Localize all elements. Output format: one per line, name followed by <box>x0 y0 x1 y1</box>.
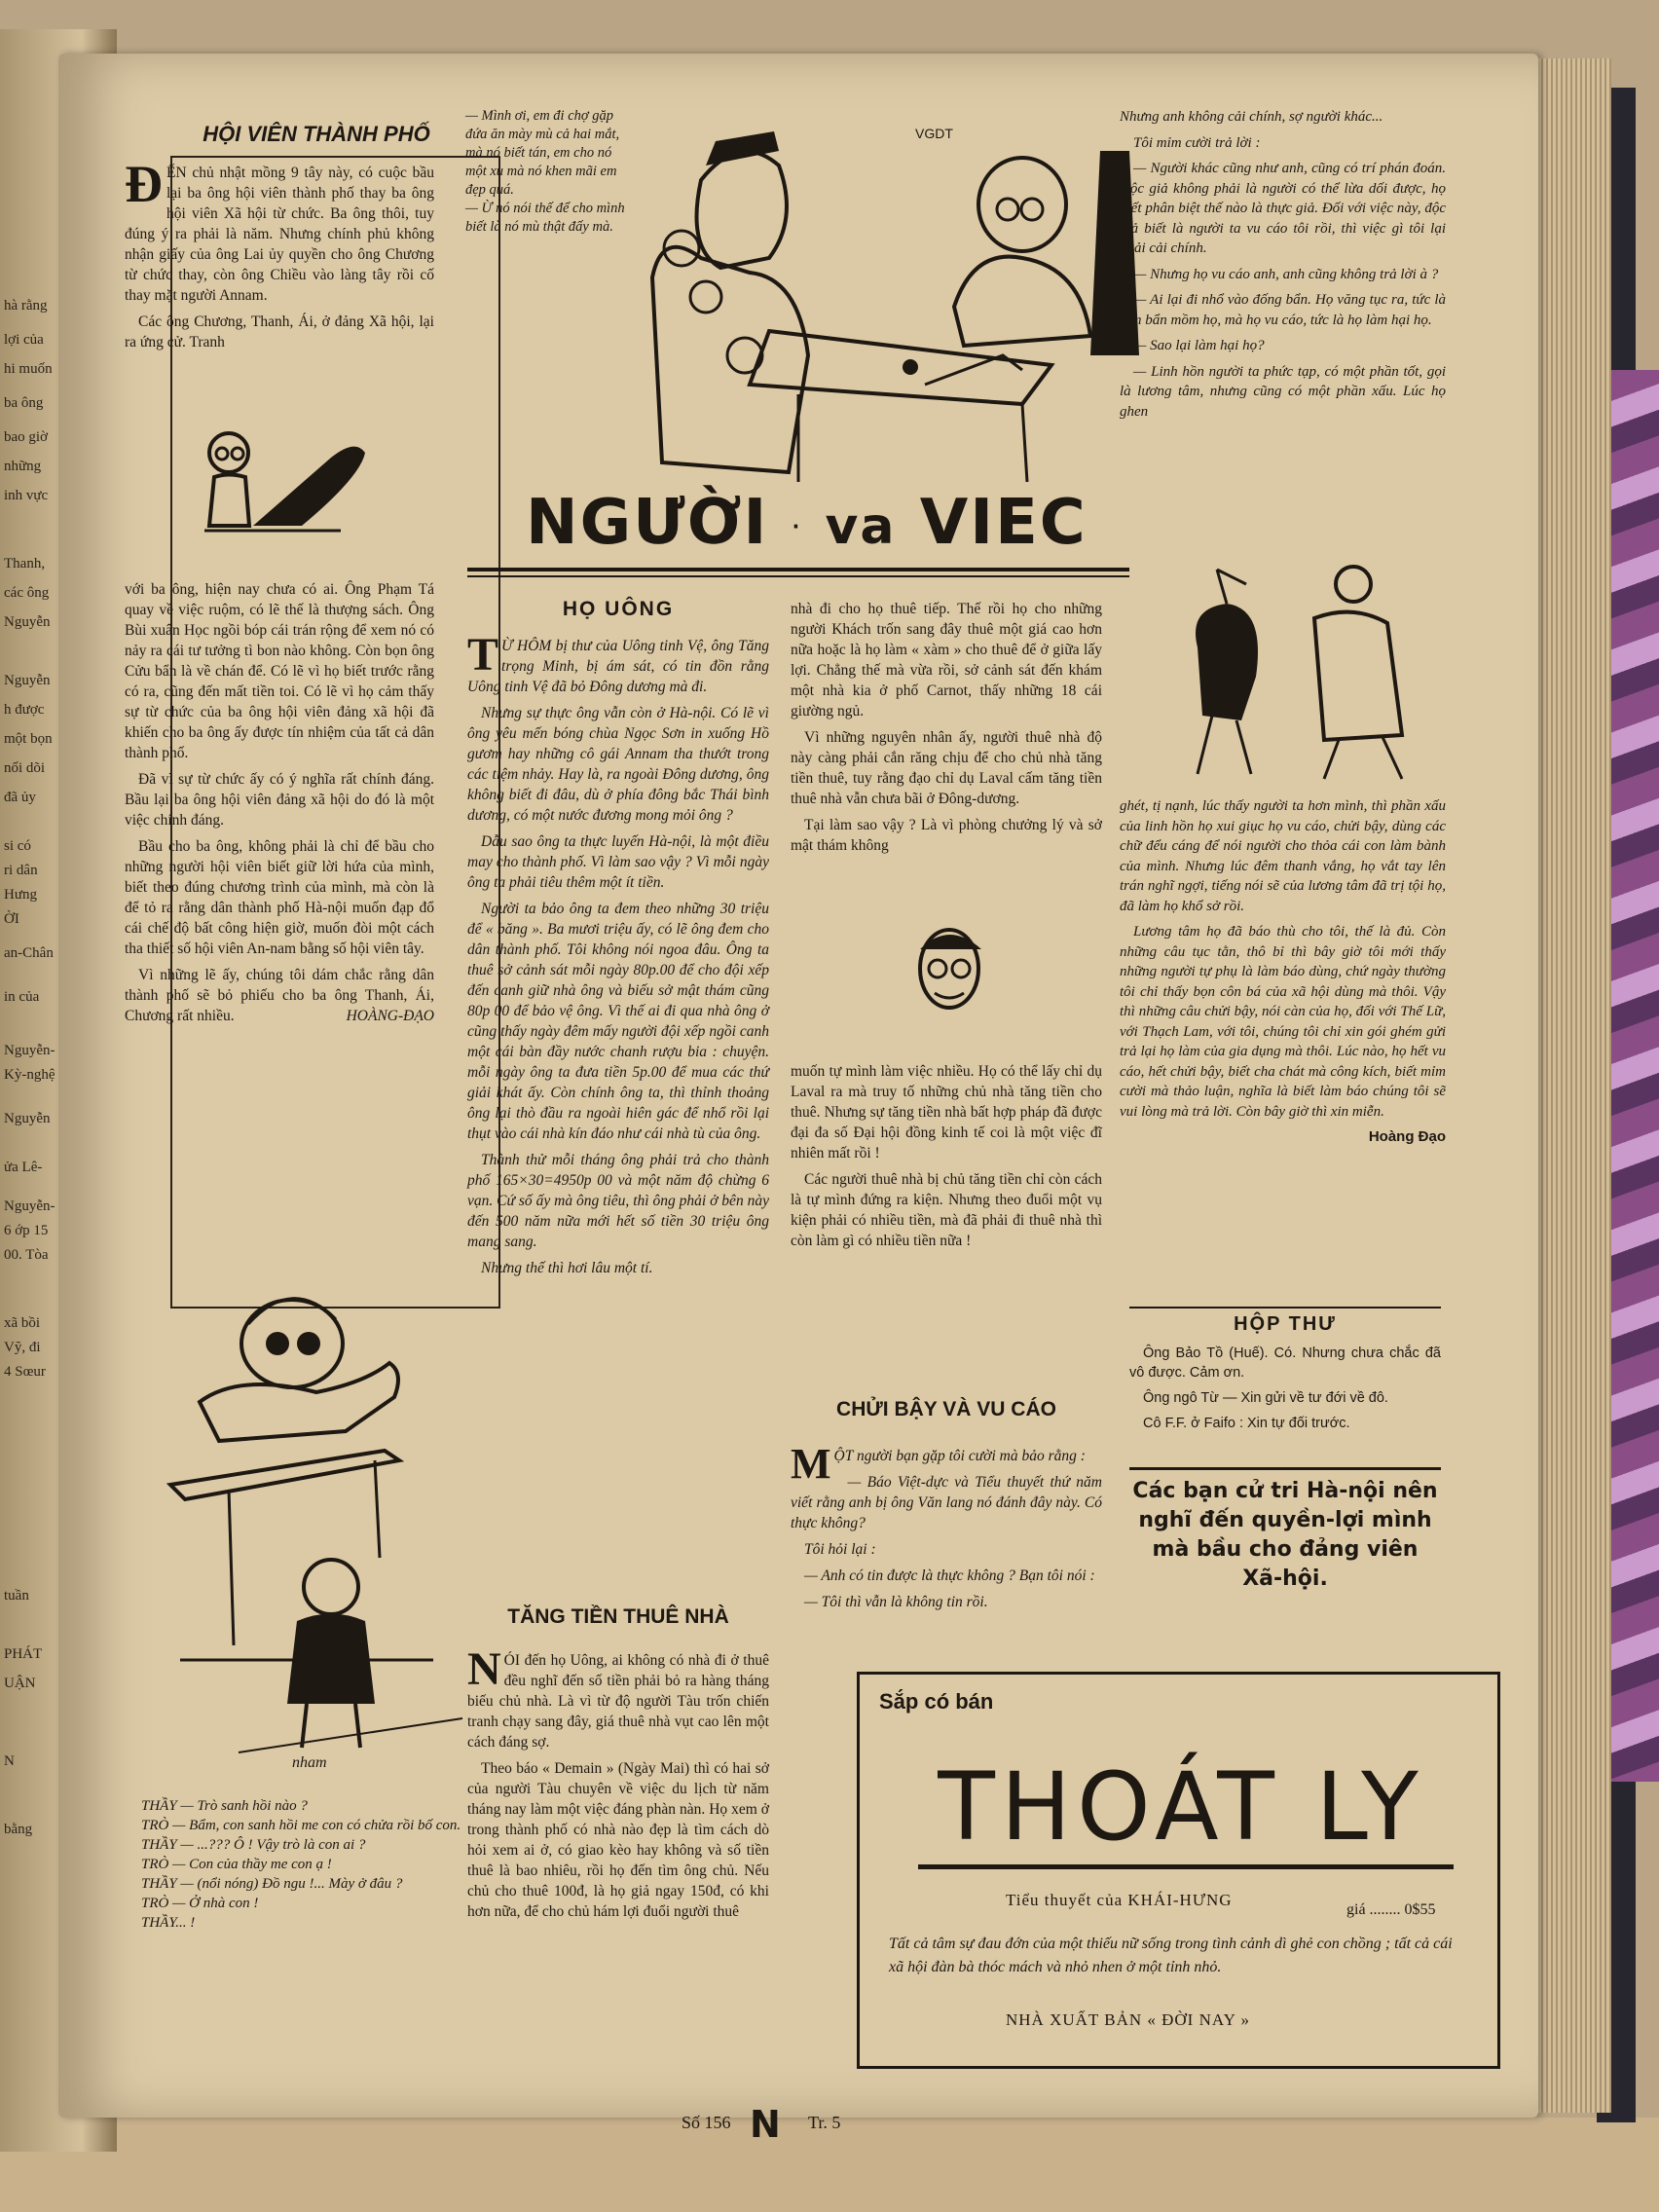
left-page-fragment: một bọn <box>4 731 53 747</box>
left-page-fragment: bao giờ <box>4 429 49 445</box>
left-page-fragment: an-Chân <box>4 945 54 961</box>
newspaper-page <box>58 54 1538 2146</box>
article1-p6: Vì những lẽ ấy, chúng tôi dám chắc rằng dân thành phố sẽ bỏ phiếu cho ba ông Thanh, Ái, Chương rất nhiều. <box>125 967 434 1024</box>
cartoon-top-caption: — Mình ơi, em đi chợ gặp đứa ăn mày mù cả hai mắt, mà nó biết tán, em cho nó một xu mà nó khen mãi em đẹp quá. — Ừ nó nói thế để cho mình biết là nó mù thật đấy mà. <box>465 108 625 235</box>
left-page-fragment: inh vực <box>4 488 49 503</box>
chuibay-c7: — Linh hồn người ta phức tạp, có một phần tốt, gọi là lương tâm, nhưng cũng có một phần xấu. Lúc họ ghen <box>1120 363 1446 420</box>
left-page-fragment: Nguyễn- <box>4 1198 55 1214</box>
ad-subtitle: Tiểu thuyết của KHÁI-HƯNG <box>1006 1891 1233 1909</box>
tangtien-p1: ÓI đến họ Uông, ai không có nhà đi ở thuê đều nghĩ đến số tiền phải bỏ ra hàng tháng biếu chủ nhà. Là vì từ độ người Tàu trốn chiến tranh chạy sang đây, giá thuê nhà vụt cao lên một cách đáng sợ. <box>467 1652 769 1751</box>
left-page-fragment: tuần <box>4 1588 29 1604</box>
left-page-fragment: Nguyễn <box>4 673 51 688</box>
cartoon-top-signature: VGDT <box>915 126 953 141</box>
tangtien-p7: Các người thuê nhà bị chủ tăng tiền chỉ còn cách là tự mình đứng ra kiện. Nhưng theo đuổi một vụ kiện phải có nhiều tiền, mà đã phải đi thuê nhà thì còn làm gì có nhiều tiền nữa ! <box>791 1171 1102 1249</box>
houong-p3: Dẫu sao ông ta thực luyến Hà-nội, là một điều may cho thành phố. Vì làm sao vậy ? Vì mỗi ngày ông ta phải tiêu thêm một ít tiền. <box>467 833 769 891</box>
article-chuibay-cont <box>1120 107 1446 427</box>
hop-thu-item: Ông ngô Từ — Xin gửi về tư đới về đô. <box>1143 1390 1388 1406</box>
cartoon-head-glasses <box>905 920 993 1027</box>
article-houong-body <box>467 629 769 1284</box>
ad-title: THOÁT LY <box>938 1752 1424 1862</box>
tangtien-drop-cap: N <box>467 1643 501 1695</box>
left-page-fragment: hà rằng <box>4 298 48 313</box>
cartoon-teacher-student <box>141 1275 482 1782</box>
article1-p2: Các ông Chương, Thanh, Ái, ở đảng Xã hội, lại ra ứng cử. Tranh <box>125 313 434 350</box>
dialogue-line: TRÒ — Ở nhà con ! <box>141 1896 259 1911</box>
hop-thu-rule <box>1129 1307 1441 1309</box>
chuibay-p5: — Tôi thì vẫn là không tin rồi. <box>804 1594 988 1610</box>
chuibay-c6: — Sao lại làm hại họ? <box>1133 338 1265 353</box>
left-page-fragment: 00. Tòa <box>4 1247 49 1263</box>
cartoon-beggar-couple <box>633 112 1159 482</box>
houong-p2: Nhưng sự thực ông vẫn còn ở Hà-nội. Có lẽ vì ông yêu mến bóng chùa Ngọc Sơn in xuống Hồ gươm hay những cô gái Annam tha thướt trong các tiệm nhảy. Hay là, ra ngoài Đông dương, ông không biết đi đâu, dù ở phía đông bắc Thái bình dương, có một nước đương mong mỏi ông ? <box>467 705 769 824</box>
footer-page: Tr. 5 <box>808 2113 841 2132</box>
left-page-fragment: N <box>4 1753 15 1769</box>
tangtien-p3: nhà đi cho họ thuê tiếp. Thế rồi họ cho những người Khách trốn sang đây thuê một giá cao hơn nữa hoặc là họ làm « xàm » cho thuê để ở giữa lấy lợi. Chẳng thế mà vừa rồi, sở cảnh sát đến khám một nhà kia ở phố Carnot, thấy những 18 cái giường ngủ. <box>791 601 1102 719</box>
left-page-fragment: ửa Lê- <box>4 1160 43 1175</box>
ad-blurb: Tất cả tâm sự đau đớn của một thiếu nữ sống trong tình cảnh dì ghẻ con chồng ; tất cả cái xã hội đàn bà thóc mách và nhỏ nhen ở một tỉnh nhỏ. <box>889 1936 1453 1975</box>
chuibay-c2: Tôi mỉm cười trả lời : <box>1133 134 1261 151</box>
hop-thu-item: Ông Bảo Tồ (Huế). Có. Nhưng chưa chắc đã vô được. Cảm ơn. <box>1129 1346 1441 1381</box>
chuibay-p2: — Báo Việt-dực và Tiểu thuyết thứ năm viết rằng anh bị ông Văn lang nó đánh đây này. Có thực không? <box>791 1474 1102 1531</box>
tangtien-p2: Theo báo « Demain » (Ngày Mai) thì có hai sở của người Tàu chuyên về việc du lịch từ năm tháng nay làm một việc đáng phàn nàn. Họ xem ở trong thành phố có nhà nào đẹp là tìm cách dò hỏi xem ai ở, có giao kèo hay không và số tiền thuê là bao nhiêu, rồi họ đến tìm ông chủ. Nếu chủ cho thuê 100đ, là họ giả ngay 150đ, có khi hơn nữa, để cho chủ hám lợi đuổi người thuê <box>467 1760 769 1920</box>
hop-thu-list <box>1129 1344 1441 1439</box>
chuibay-c4: — Nhưng họ vu cáo anh, anh cũng không trả lời à ? <box>1133 266 1439 282</box>
left-page-fragment: ba ông <box>4 395 44 411</box>
dialogue-line: THẦY — ...??? Ô ! Vậy trò là con ai ? <box>141 1837 366 1853</box>
chuibay-p4: — Anh có tin được là thực không ? Bạn tôi nói : <box>804 1567 1095 1584</box>
ad-label: Sắp có bán <box>879 1689 994 1714</box>
article-chuibay-cont2 <box>1120 796 1446 1148</box>
article1-title: HỘI VIÊN THÀNH PHỐ <box>203 122 430 146</box>
left-page-fragment: những <box>4 459 42 474</box>
tangtien-p5: Tại làm sao vậy ? Là vì phòng chưởng lý và sở mật thám không <box>791 817 1102 854</box>
chuibay-c8: ghét, tị nạnh, lúc thấy người ta hơn mình, thì phần xấu của linh hồn họ xui giục họ vu cáo, chửi bậy, dùng các chữ đểu cáng để nói người cho thỏa cái con làm bành của mình. Nhưng lúc đêm thanh vắng, họ vắt tay lên trán nghĩ ngợi, tiếng nói sẽ của lương tâm đã trị tội họ, đã làm họ khổ sở rồi. <box>1120 798 1446 914</box>
left-page-fragment: đã ủy <box>4 790 36 805</box>
article1-p4: Đã vì sự từ chức ấy có ý nghĩa rất chính đáng. Bầu lại ba ông hội viên đảng xã hội do đó là một việc chính đáng. <box>125 771 434 829</box>
column-masthead: NGƯỜI · va VIEC <box>526 487 1088 559</box>
houong-p4: Người ta bảo ông ta đem theo những 30 triệu để « băng ». Ba mươi triệu ấy, có lẽ ông đem cho dân thành phố. Tôi không nói ngoa đâu. Ông ta thuê sở cảnh sát mỗi ngày 80p.00 để cho đội xếp đến canh giữ nhà ông và biếu sở mật thám cũng 80p 00 để bảo vệ ông. Vì thế ai đi qua nhà ông ở cũng thấy ngày đêm mấy người đội xếp ngồi canh một cái bàn đầy nước chanh rượu bia : chuyện. mỗi ngày ông ta đưa tiền 5p.00 để mua các thứ giải khát ấy. Còn chính ông ta, thì thỉnh thoảng ông lại thò đầu ra ngoài hiên gác để nhổ rồi lại thụt vào cái nhà kín đáo như cái nhà tù của ông. <box>467 901 769 1142</box>
hop-thu-title: HỘP THƯ <box>1234 1313 1337 1335</box>
marbled-edge <box>1611 370 1659 1782</box>
left-page-fragment: Hưng <box>4 887 37 903</box>
dialogue-line: THẦY... ! <box>141 1915 196 1931</box>
masthead-rule <box>467 575 1129 577</box>
ad-price: giá ........ 0$55 <box>1346 1901 1436 1918</box>
chuibay-c5: — Ai lại đi nhổ vào đống bẩn. Họ văng tục ra, tức là làm bẩn mồm họ, mà họ vu cáo, tức là họ làm hại họ. <box>1120 292 1446 328</box>
left-page-fragment: xã bồi <box>4 1315 41 1331</box>
houong-p6: Nhưng thế thì hơi lâu một tí. <box>481 1260 653 1276</box>
chuibay-c3: — Người khác cũng như anh, cũng có trí phán đoán. Độc giả không phải là người có thể lừa dối được, họ biết phân biệt thế nào là thực giả. Đối với việc này, độc giả biết là người ta vu cáo tôi rồi, thì việc gì tôi lại phải cải chính. <box>1120 161 1446 256</box>
article1-col-bottom <box>125 579 434 1026</box>
ad-thoat-ly <box>857 1672 1500 2069</box>
ad-publisher: NHÀ XUẤT BẢN « ĐỜI NAY » <box>1006 2010 1250 2029</box>
masthead-conj: va <box>825 498 897 556</box>
houong-p5: Thành thử mỗi tháng ông phải trả cho thành phố 165×30=4950p 00 và một năm độ chừng 6 vạn. Cứ số ấy mà ông tiêu, thì ông phải ở bên này đến 500 năm nữa mới hết số tiền 30 triệu ông mang sang. <box>467 1152 769 1250</box>
dialogue-line: THẦY — (nổi nóng) Đồ ngu !... Mày ở đâu ? <box>141 1876 403 1892</box>
left-page-fragment: si có <box>4 838 31 854</box>
cartoon-man-shadow <box>185 419 428 555</box>
chuibay-c1: Nhưng anh không cải chính, sợ người khác... <box>1120 109 1383 125</box>
footer-logo: N <box>750 2103 781 2146</box>
left-page-fragment: các ông <box>4 585 50 601</box>
chuibay-signature: Hoàng Đạo <box>1368 1128 1446 1145</box>
left-page-fragment: in của <box>4 989 40 1005</box>
left-page-fragment: PHÁT <box>4 1646 43 1662</box>
masthead-rule <box>467 568 1129 571</box>
dialogue-line: TRÒ — Bẩm, con sanh hồi me con có chửa rồi bố con. <box>141 1818 461 1833</box>
article1-p3: với ba ông, hiện nay chưa có ai. Ông Phạm Tá quay về việc ruộm, có lẽ thế là thượng sách. Ông Bùi xuân Học ngồi bóp cái trán rộng để xem nó có nảy ra cái tư tưởng tì bon nào không. Còn bọn ông Cửu bẩn là về chán để. Có lẽ vì họ biết trước rằng có ra, cũng đến mất tiền toi. Có lẽ vì họ cảm thấy sự từ chức của ba ông hội viên đảng xã hội đã khiến cho ba ông ấy được tín nhiệm của tất cả dân thành phố. <box>125 581 434 761</box>
article-tangtien-title: TĂNG TIỀN THUÊ NHÀ <box>507 1605 729 1628</box>
houong-drop-cap: T <box>467 629 499 681</box>
left-page-fragment: 6 ớp 15 <box>4 1223 49 1238</box>
tangtien-p6: muốn tự mình làm việc nhiều. Họ có thể lấy chỉ dụ Laval ra mà truy tố những chủ nhà tăng tiền cho thuê. Nhưng sự tăng tiền nhà bất hợp pháp đã được đại đa số Đại hội đồng kinh tế coi là một việc đĩ nhiên mất rồi ! <box>791 1063 1102 1161</box>
left-page-fragment: Nguyễn- <box>4 1043 55 1058</box>
cartoon-walking-figures <box>1159 550 1431 793</box>
cartoon-bottom-signature: nham <box>292 1754 327 1771</box>
cartoon-bottom-dialogue <box>141 1796 472 1933</box>
left-page-fragment: UẬN <box>4 1676 36 1691</box>
hop-thu-item: Cô F.F. ở Faifo : Xin tự đối trước. <box>1143 1416 1350 1431</box>
left-page-fragment: nối dõi <box>4 760 46 776</box>
article-houong-title: HỌ UÔNG <box>562 598 675 620</box>
left-page-fragment: hi muốn <box>4 361 53 377</box>
chuibay-p3: Tôi hỏi lại : <box>804 1541 876 1558</box>
article1-col-top <box>125 155 434 358</box>
chuibay-drop-cap: M <box>791 1440 831 1488</box>
article-tangtien-cont <box>791 599 1102 862</box>
left-page-fragment: ri dân <box>4 863 38 878</box>
article1-signature: HOÀNG-ĐẠO <box>346 1008 434 1024</box>
left-page-fragment: 4 Sœur <box>4 1364 46 1380</box>
houong-p1: Ừ HÔM bị thư của Uông tinh Vệ, ông Tăng trọng Minh, bị ám sát, có tin đồn rằng Uông tinh Vệ đã bỏ Đông dương mà đi. <box>467 638 769 695</box>
article1-p5: Bầu cho ba ông, không phải là chỉ để bầu cho những người hội viên biết giữ lời hứa của mình, biết theo đúng chương trình của mình, mà còn là để tỏ ra rằng dân thành phố Hà-nội muốn đạp đổ cái chế độ bất công hiện giờ, muốn đòi một cách tha thiết số hội viên An-nam bằng số hội viên tây. <box>125 838 434 957</box>
left-page-fragment: bằng <box>4 1822 33 1837</box>
masthead-title: NGƯỜI <box>526 487 769 559</box>
chuibay-c9: Lương tâm họ đã báo thù cho tôi, thế là đủ. Còn những câu tục tằn, thô bỉ thì bây giờ tôi mới thấy những người tự phụ là làm báo dùng, chứ ngày thường tôi chỉ thấy bọn côn bá của xã hội dùng mà thôi. Vậy thì những câu chửi bậy, nói càn của họ, đối với Thế Lữ, với Thạch Lam, với tôi, chúng tôi chỉ xin gói ghém gửi trả lại họ làm của gia dụng mà thôi. Lúc nào, họ hết vu cáo, hết chửi bậy, biết cha chát mà công kích, biết mỉm cười mà thảo luận, nghĩa là biết làm báo chúng tôi sẽ vui lòng mà trả lời. Còn bây giờ thì xin miễn. <box>1120 924 1446 1120</box>
dialogue-line: THẦY — Trò sanh hồi nào ? <box>141 1798 308 1814</box>
article1-drop-cap: Đ <box>125 155 163 213</box>
left-page-fragment: Nguyễn <box>4 614 51 630</box>
election-appeal: Các bạn cử tri Hà-nội nên nghĩ đến quyền-lợi mình mà bầu cho đảng viên Xã-hội. <box>1132 1479 1438 1591</box>
article-tangtien-cont2 <box>791 1061 1102 1257</box>
chuibay-p1: ỘT người bạn gặp tôi cười mà bảo rằng : <box>833 1448 1086 1464</box>
left-page-fragment: h được <box>4 702 45 718</box>
article-chuibay-title: CHỬI BẬY VÀ VU CÁO <box>836 1398 1056 1420</box>
left-page-fragment: lợi của <box>4 332 44 348</box>
tangtien-p4: Vì những nguyên nhân ấy, người thuê nhà độ này càng phải cắn răng chịu để cho chủ nhà tăng tiền thuê, tuy rằng đạo chỉ dụ Laval cấm tăng tiền thuê nhà vẫn chưa bãi ở Đông-dương. <box>791 729 1102 807</box>
left-page-fragment: Kỳ-nghệ <box>4 1067 55 1083</box>
left-page-fragment: Nguyễn <box>4 1111 51 1126</box>
masthead-title2: VIEC <box>919 487 1088 559</box>
article-chuibay-body <box>791 1440 1102 1618</box>
article-tangtien-body <box>467 1643 769 1928</box>
left-page-fragment: Thanh, <box>4 556 46 571</box>
dialogue-line: TRÒ — Con của thầy me con ạ ! <box>141 1857 332 1872</box>
appeal-rule <box>1129 1467 1441 1470</box>
footer-issue: Số 156 <box>682 2113 731 2132</box>
ad-title-rule <box>918 1864 1454 1869</box>
article1-lead: ẾN chủ nhật mồng 9 tây này, có cuộc bầu lại ba ông hội viên thành phố thay ba ông hội viên Xã hội từ chức. Ba ông thôi, tuy đúng ý ra phải là năm. Nhưng chính phủ không nhận giấy của ông Lai ủy quyền cho ông Chương từ chức thay, còn ông Chiều vào làng tây rồi cố thay mặt người Annam. <box>125 165 434 304</box>
left-page-fragment: Vỹ, đi <box>4 1340 41 1355</box>
left-page-fragment: ỜI <box>4 911 19 927</box>
